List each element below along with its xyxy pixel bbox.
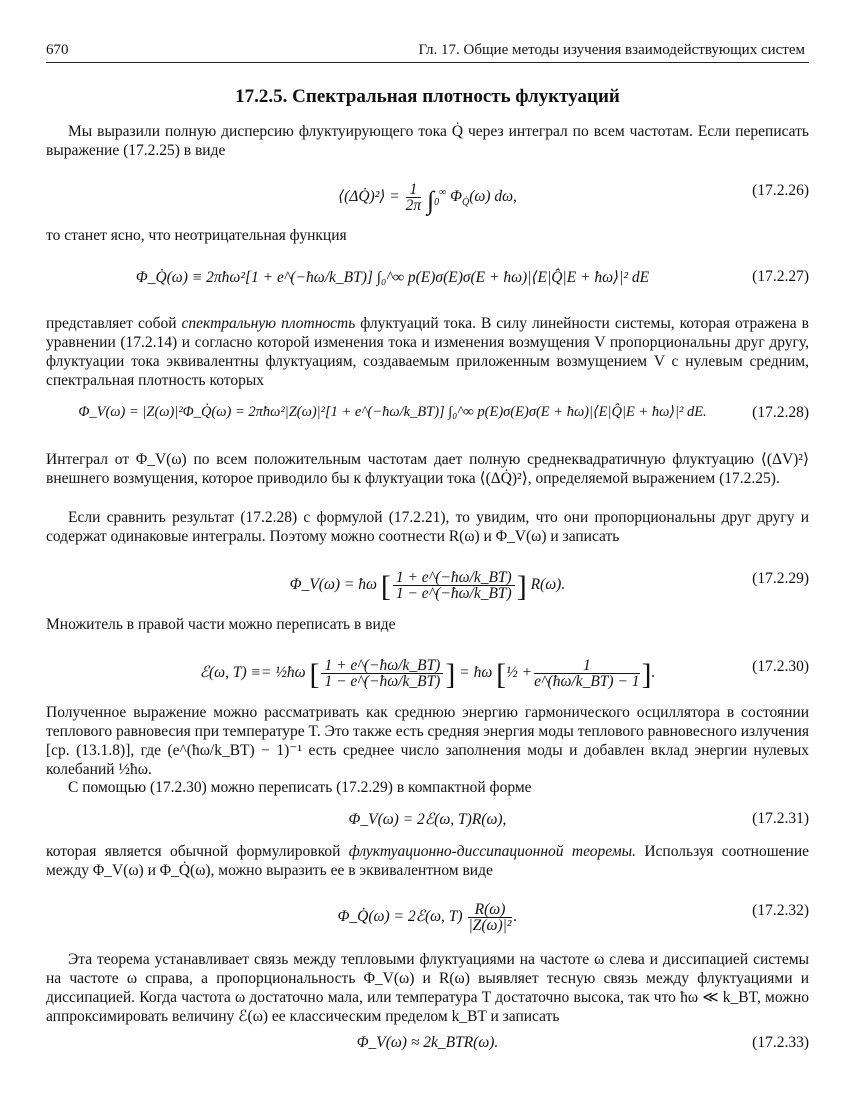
p3-emphasis: спектральную плотность [181, 315, 356, 332]
eq32-denominator: |Z(ω)|² [468, 917, 512, 934]
eq29-denominator: 1 − e^(−ħω/k_BT) [395, 585, 512, 602]
paragraph-7: Полученное выражение можно рассматривать как среднюю энергию гармонического осциллятора в состоянии теплового равновесия при температуре T. Это также есть средняя энергия моды теплового равновесного излучения [ср. (13.1.8)], где (e^(ħω/k_BT) − 1)⁻¹ есть среднее число заполнения моды и добавлен вклад энергии нулевых колебаний ½ħω. [46, 704, 809, 778]
equation-17-2-28 [46, 394, 809, 434]
eq28-body: Φ_V(ω) = |Z(ω)|²Φ_Q̇(ω) = 2πħω²|Z(ω)|²[1 + e^(−ħω/k_BT)] ∫₀^∞ p(E)σ(E)σ(E + ħω)|⟨E|Q̂|E + ħω⟩|² dE. [78, 404, 707, 420]
eq30-fraction-2 [534, 658, 639, 689]
eq26-phi-sub: Q̇ [461, 197, 470, 209]
p9-emphasis: флуктуационно-диссипационной теоремы. [348, 843, 637, 860]
equation-number-33: (17.2.33) [752, 1034, 809, 1051]
paragraph-8: С помощью (17.2.30) можно переписать (17.2.29) в компактной форме [68, 779, 532, 796]
running-header [46, 40, 809, 63]
equation-number-32: (17.2.32) [752, 902, 809, 919]
eq26-tail: (ω) dω, [469, 188, 517, 206]
equation-number-28: (17.2.28) [752, 404, 809, 421]
eq32-fraction [468, 902, 511, 933]
eq32-tail: . [513, 908, 518, 926]
equation-number-31: (17.2.31) [752, 810, 809, 827]
p3-text-a: представляет собой [46, 315, 182, 332]
eq30-numerator-2: 1 [534, 658, 639, 674]
paragraph-5: Если сравнить результат (17.2.28) с формулой (17.2.21), то увидим, что они пропорциональны друг другу и содержат одинаковые интегралы. Поэтому можно соотнести R(ω) и Φ_V(ω) и записать [46, 509, 809, 545]
eq30-denominator-2: e^(ħω/k_BT) − 1 [534, 673, 640, 690]
eq29-fraction [393, 570, 515, 601]
eq30-fraction-1 [321, 658, 443, 689]
equation-17-2-33 [46, 1024, 809, 1064]
paragraph-9 [46, 842, 809, 880]
paragraph-1: Мы выразили полную дисперсию флуктуирующего тока Q̇ через интеграл по всем частотам. Если переписать выражение (17.2.25) в виде [46, 123, 809, 159]
paragraph-4: Интеграл от Φ_V(ω) по всем положительным частотам дает полную среднеквадратичную флуктуацию ⟨(ΔV)²⟩ внешнего возмущения, которое приводило бы к флуктуации тока ⟨(ΔQ̇)²⟩, определяемой выражением (17.2.25). [46, 451, 809, 487]
equation-number-26: (17.2.26) [752, 182, 809, 199]
eq31-body: Φ_V(ω) = 2ℰ(ω, T)R(ω), [348, 811, 507, 828]
eq32-numerator: R(ω) [468, 902, 511, 918]
eq30-inner: ½ + [506, 664, 533, 682]
equation-17-2-27 [46, 258, 809, 298]
eq26-denominator: 2π [405, 197, 422, 214]
equation-17-2-29: Φ_V(ω) = ħω [ $\frac{1 + e\^{}(-ħ\omega/k\_BT)}{1 - e\^{}(-ħ\omega/k\_BT)}$ ] R(ω). (17.2.29) [289, 569, 809, 604]
eq26-lhs: ⟨(ΔQ̇)²⟩ = [338, 188, 400, 206]
eq26-numerator: 1 [406, 182, 422, 198]
eq29-rhs: R(ω). [530, 576, 566, 594]
p9-text-b: Используя соотношение между Φ_V(ω) и Φ_Q̇(ω), можно выразить ее в эквивалентном виде [46, 843, 809, 879]
equation-17-2-26: ⟨(ΔQ̇)²⟩ = $\frac{1}{2\pi}$ $\int_0^\infty$ $\Phi_{Q̇}(\omega)$ dω, (17.2.26) [338, 181, 809, 216]
eq30-denominator-1: 1 − e^(−ħω/k_BT) [324, 673, 441, 690]
eq30-mid: = ħω [459, 664, 493, 682]
paragraph-2: то станет ясно, что неотрицательная функция [46, 227, 347, 244]
equation-17-2-30: ℰ(ω, T) ≡= ½ħω [ $\frac{1 + e\^{}(-ħ\omega/k\_BT)}{1 - e\^{}(-ħ\omega/k\_BT)}$ ] = ħω [½ + $\frac{1}{e\^{}(ħ\omega/k\_BT) - 1}$ ]. (17.2.30) [199, 657, 809, 692]
eq29-numerator: 1 + e^(−ħω/k_BT) [393, 570, 515, 586]
eq27-body: Φ_Q̇(ω) ≡ 2πħω²[1 + e^(−ħω/k_BT)] ∫₀^∞ p(E)σ(E)σ(E + ħω)|⟨E|Q̂|E + ħω⟩|² dE [135, 269, 650, 286]
paragraph-3 [46, 314, 809, 390]
page-number: 670 [46, 42, 69, 58]
eq26-phi: Φ [450, 188, 462, 206]
equation-17-2-31 [46, 800, 809, 840]
equation-number-27: (17.2.27) [752, 268, 809, 285]
p9-text-a: которая является обычной формулировкой [46, 843, 349, 860]
eq33-body: Φ_V(ω) ≈ 2k_BTR(ω). [356, 1034, 499, 1051]
eq32-lhs: Φ_Q̇(ω) = 2ℰ(ω, T) [337, 908, 463, 926]
eq29-lhs: Φ_V(ω) = ħω [289, 576, 377, 594]
equation-number-30: (17.2.30) [752, 658, 809, 675]
running-title: Гл. 17. Общие методы изучения взаимодействующих систем [418, 42, 805, 58]
p3-text-b: флуктуаций тока. В силу линейности системы, которая отражена в уравнении (17.2.14) и согласно которой изменения тока и изменения возмущения V пропорциональны друг другу, флуктуации тока эквивалентны флуктуациям, создаваемым приложенным возмущением V с нулевым средним, спектральная плотность которых [46, 315, 809, 389]
eq30-lhs: ℰ(ω, T) ≡= ½ħω [199, 664, 306, 682]
eq30-numerator-1: 1 + e^(−ħω/k_BT) [321, 658, 443, 674]
eq26-int-upper: ∞ [439, 186, 447, 198]
eq26-fraction [406, 182, 422, 213]
paragraph-6: Множитель в правой части можно переписать в виде [46, 616, 396, 633]
section-title: 17.2.5. Спектральная плотность флуктуаций [235, 86, 620, 107]
eq30-tail: . [651, 664, 656, 682]
paragraph-10: Эта теорема устанавливает связь между тепловыми флуктуациями на частоте ω слева и диссипацией системы на частоте ω справа, а пропорциональность Φ_V(ω) и R(ω) выявляет тесную связь между флуктуациями и диссипацией. Когда частота ω достаточно мала, или температура T достаточно высока, так что ħω ≪ k_BT, можно аппроксимировать величину ℰ(ω) ее классическим пределом k_BT и записать [46, 951, 809, 1025]
equation-17-2-32 [46, 892, 809, 932]
eq26-int-lower: 0 [434, 197, 440, 209]
equation-number-29: (17.2.29) [752, 570, 809, 587]
